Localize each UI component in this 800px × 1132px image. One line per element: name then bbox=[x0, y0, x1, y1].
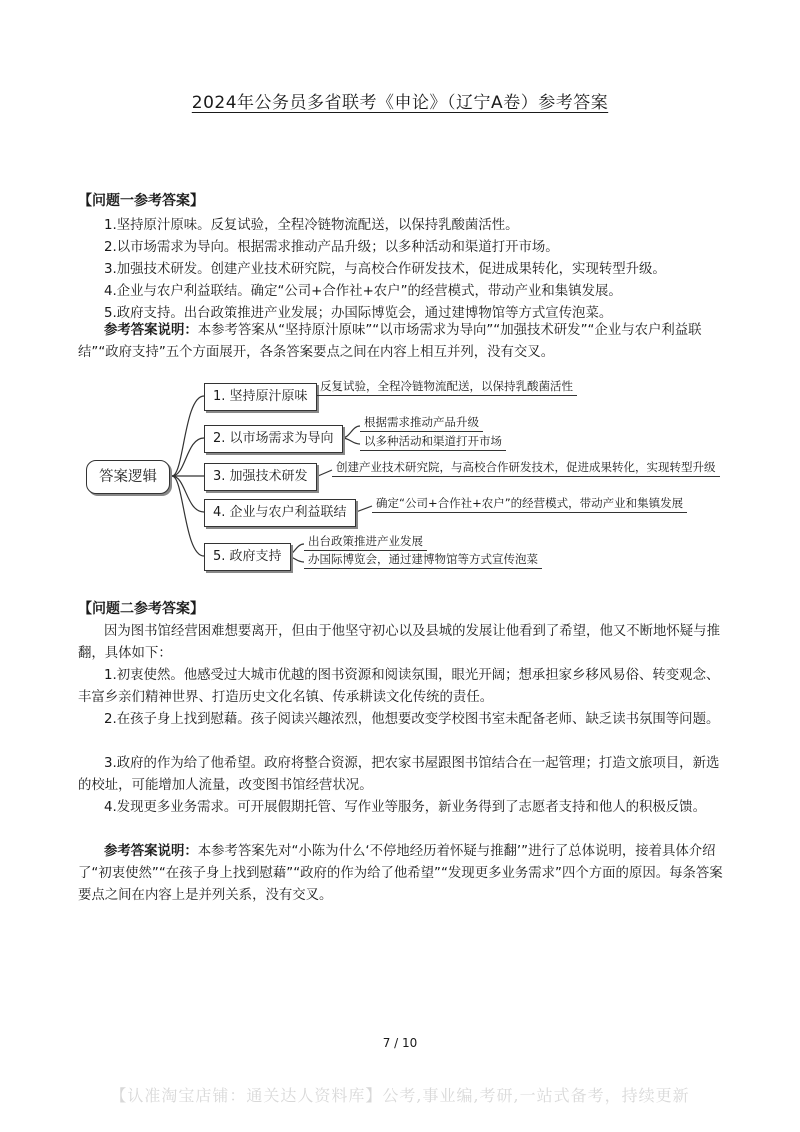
q2-item-2: 2.在孩子身上找到慰藉。孩子阅读兴趣浓烈，他想要改变学校图书室未配备老师、缺乏读书氛围等问题。 bbox=[104, 712, 720, 727]
q1-item-2: 2.以市场需求为导向。根据需求推动产品升级；以多种活动和渠道打开市场。 bbox=[104, 240, 559, 255]
branch-1: 1. 坚持原汁原味 bbox=[204, 383, 317, 411]
footer-watermark: 【认准淘宝店铺：通关达人资料库】公考,事业编,考研,一站式备考，持续更新 bbox=[110, 1086, 690, 1105]
q1-item-5: 5.政府支持。出台政策推进产业发展；办国际博览会，通过建博物馆等方式宣传泡菜。 bbox=[104, 306, 613, 321]
q2-item-3: 3.政府的作为给了他希望。政府将整合资源，把农家书屋跟图书馆结合在一起管理；打造文旅项目，新选的校址，可能增加人流量，改变图书馆经营状况。 bbox=[78, 756, 720, 793]
connector-1 bbox=[172, 396, 204, 476]
branch-2: 2. 以市场需求为导向 bbox=[204, 425, 343, 453]
branch-2-leaf-1: 根据需求推动产品升级 bbox=[360, 414, 483, 432]
leaf-connector-2b bbox=[342, 438, 360, 444]
answer-logic-diagram bbox=[80, 378, 730, 578]
leaf-connector-4 bbox=[356, 506, 372, 512]
q2-item-4: 4.发现更多业务需求。可开展假期托管、写作业等服务，新业务得到了志愿者支持和他人的积极反馈。 bbox=[104, 800, 706, 815]
q2-heading: 【问题二参考答案】 bbox=[78, 601, 204, 617]
branch-1-leaf-1: 反复试验，全程冷链物流配送，以保持乳酸菌活性 bbox=[316, 378, 577, 396]
branch-5: 5. 政府支持 bbox=[204, 543, 291, 571]
branch-3-leaf-1: 创建产业技术研究院，与高校合作研发技术，促进成果转化，实现转型升级 bbox=[332, 459, 720, 477]
q1-note bbox=[78, 320, 728, 364]
q2-intro: 因为图书馆经营困难想要离开，但由于他坚守初心以及县城的发展让他看到了希望，他又不断地怀疑与推翻，具体如下： bbox=[78, 624, 720, 661]
q1-item-3: 3.加强技术研发。创建产业技术研究院，与高校合作研发技术，促进成果转化，实现转型升级。 bbox=[104, 262, 666, 277]
page-number: 7 / 10 bbox=[382, 1036, 418, 1050]
connector-5 bbox=[172, 476, 204, 556]
diagram-root: 答案逻辑 bbox=[86, 460, 170, 494]
q1-item-4: 4.企业与农户利益联结。确定“公司+合作社+农户”的经营模式，带动产业和集镇发展。 bbox=[104, 284, 622, 299]
q1-item-1: 1.坚持原汁原味。反复试验，全程冷链物流配送，以保持乳酸菌活性。 bbox=[104, 218, 519, 233]
branch-4-leaf-1: 确定“公司+合作社+农户”的经营模式，带动产业和集镇发展 bbox=[372, 495, 687, 513]
q1-note-text: 本参考答案从“坚持原汁原味”“以市场需求为导向”“加强技术研发”“企业与农户利益联结”“政府支持”五个方面展开，各条答案要点之间在内容上相互并列，没有交叉。 bbox=[78, 323, 702, 360]
branch-5-leaf-1: 出台政策推进产业发展 bbox=[304, 533, 427, 551]
q2-note-text: 本参考答案先对“小陈为什么‘不停地经历着怀疑与推翻’”进行了总体说明，接着具体介绍了“初衷使然”“在孩子身上找到慰藉”“政府的作为给了他希望”“发现更多业务需求”四个方面的原因。每条答案要点之间在内容上是并列关系，没有交叉。 bbox=[78, 844, 723, 903]
page-title: 2024年公务员多省联考《申论》（辽宁A卷）参考答案 bbox=[191, 93, 609, 113]
branch-4: 4. 企业与农户利益联结 bbox=[204, 499, 356, 527]
q2-note-label: 参考答案说明： bbox=[104, 844, 198, 859]
q1-heading: 【问题一参考答案】 bbox=[78, 193, 204, 209]
leaf-connector-2a bbox=[342, 426, 360, 438]
branch-2-leaf-2: 以多种活动和渠道打开市场 bbox=[360, 433, 506, 451]
branch-3: 3. 加强技术研发 bbox=[204, 463, 317, 491]
leaf-connector-3 bbox=[318, 470, 332, 476]
q2-note bbox=[78, 841, 728, 907]
q2-item-1: 1.初衷使然。他感受过大城市优越的图书资源和阅读氛围，眼光开阔；想承担家乡移风易俗、转变观念、丰富乡亲们精神世界、打造历史文化名镇、传承耕读文化传统的责任。 bbox=[78, 668, 720, 705]
q1-note-label: 参考答案说明： bbox=[104, 323, 198, 338]
branch-5-leaf-2: 办国际博览会，通过建博物馆等方式宣传泡菜 bbox=[304, 551, 542, 569]
